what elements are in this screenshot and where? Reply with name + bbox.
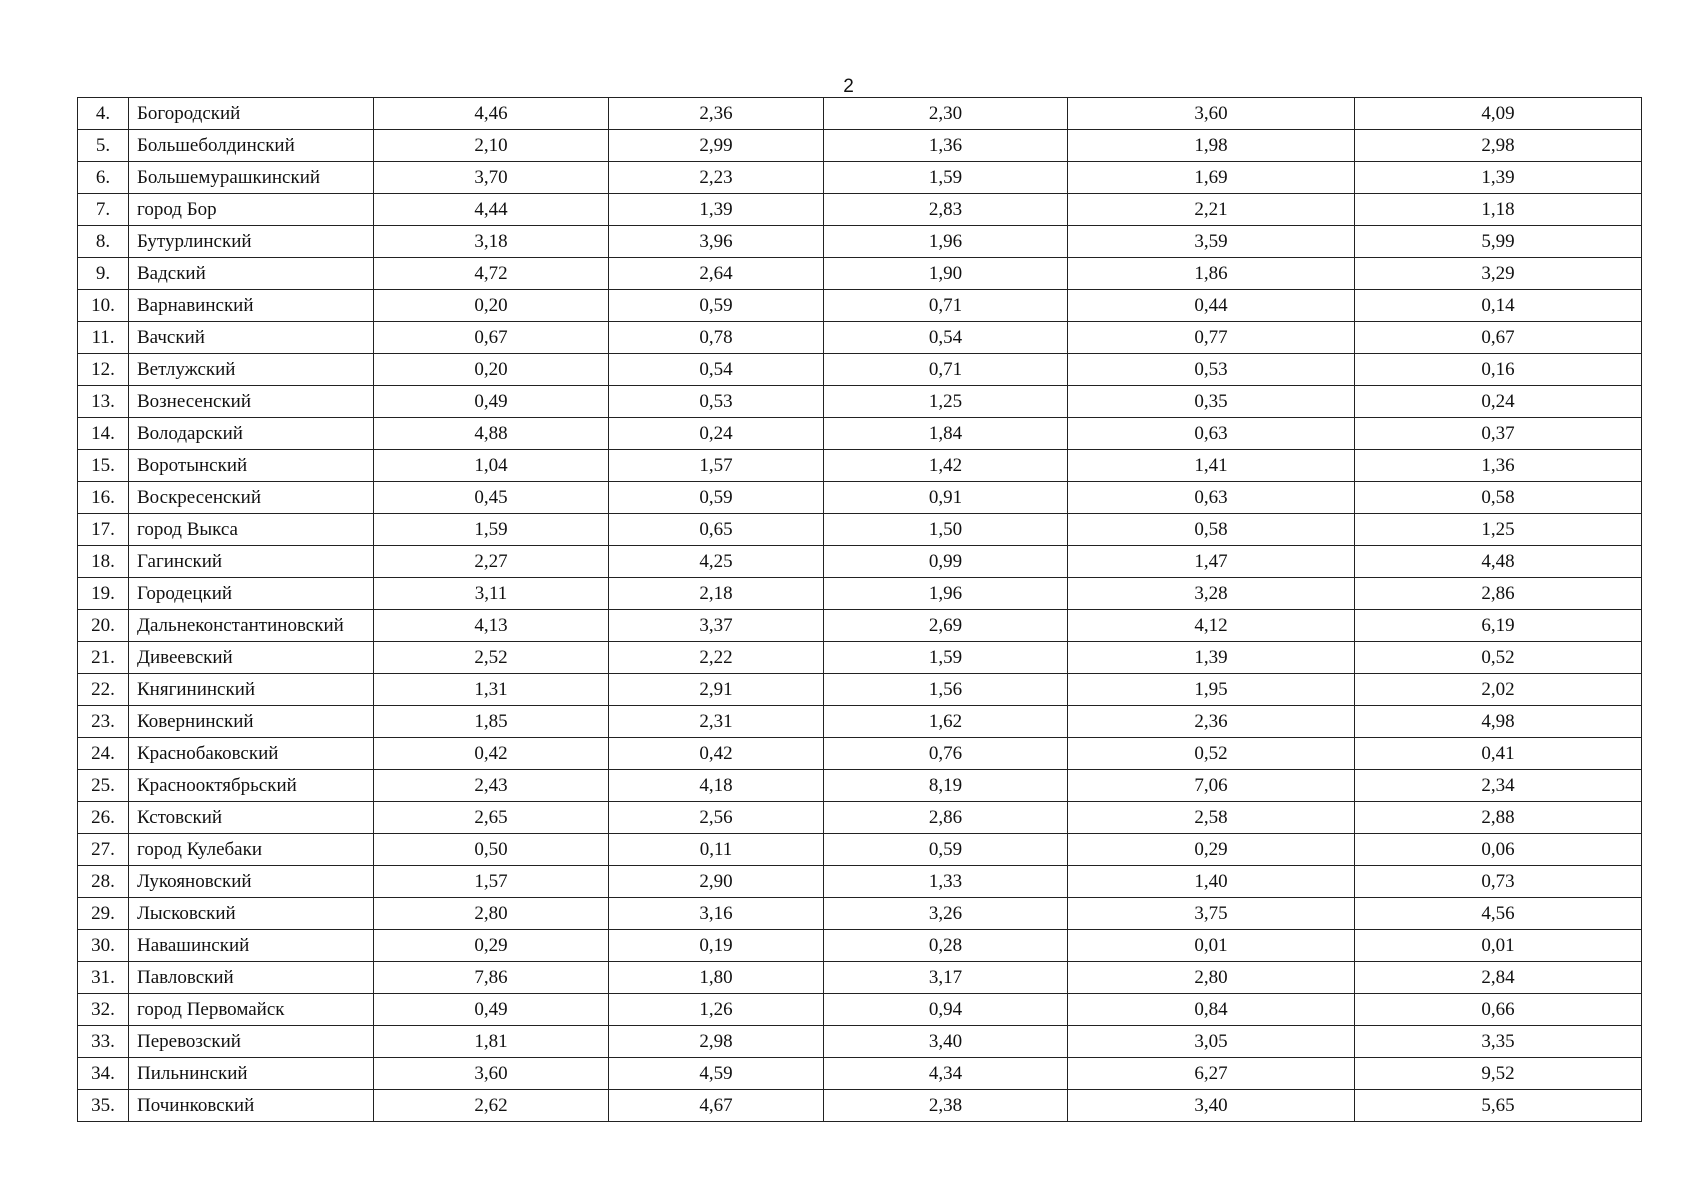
table-row (78, 98, 1642, 130)
row-number: 25. (78, 770, 129, 802)
value-cell-2: 3,96 (609, 226, 824, 258)
district-name: Павловский (129, 962, 374, 994)
row-number: 15. (78, 450, 129, 482)
value-cell-5: 4,56 (1355, 898, 1642, 930)
value-cell-3: 1,33 (824, 866, 1068, 898)
value-cell-4: 0,35 (1068, 386, 1355, 418)
value-cell-4: 3,05 (1068, 1026, 1355, 1058)
table-row (78, 322, 1642, 354)
district-name: Краснооктябрьский (129, 770, 374, 802)
value-cell-2: 4,25 (609, 546, 824, 578)
row-number: 21. (78, 642, 129, 674)
value-cell-2: 1,57 (609, 450, 824, 482)
value-cell-2: 2,91 (609, 674, 824, 706)
value-cell-3: 2,30 (824, 98, 1068, 130)
value-cell-5: 5,99 (1355, 226, 1642, 258)
district-name: Большеболдинский (129, 130, 374, 162)
value-cell-1: 1,81 (374, 1026, 609, 1058)
value-cell-3: 0,59 (824, 834, 1068, 866)
value-cell-1: 1,85 (374, 706, 609, 738)
table-row (78, 418, 1642, 450)
row-number: 32. (78, 994, 129, 1026)
value-cell-5: 0,67 (1355, 322, 1642, 354)
value-cell-1: 3,70 (374, 162, 609, 194)
value-cell-4: 2,36 (1068, 706, 1355, 738)
value-cell-5: 0,41 (1355, 738, 1642, 770)
row-number: 9. (78, 258, 129, 290)
value-cell-1: 1,59 (374, 514, 609, 546)
value-cell-3: 1,90 (824, 258, 1068, 290)
table-row (78, 130, 1642, 162)
value-cell-3: 0,94 (824, 994, 1068, 1026)
value-cell-3: 3,26 (824, 898, 1068, 930)
row-number: 24. (78, 738, 129, 770)
value-cell-5: 4,09 (1355, 98, 1642, 130)
district-name: Краснобаковский (129, 738, 374, 770)
row-number: 4. (78, 98, 129, 130)
value-cell-5: 4,48 (1355, 546, 1642, 578)
value-cell-5: 0,01 (1355, 930, 1642, 962)
row-number: 7. (78, 194, 129, 226)
district-name: Лысковский (129, 898, 374, 930)
value-cell-3: 0,91 (824, 482, 1068, 514)
value-cell-1: 3,11 (374, 578, 609, 610)
row-number: 16. (78, 482, 129, 514)
value-cell-5: 2,86 (1355, 578, 1642, 610)
table-row (78, 898, 1642, 930)
value-cell-1: 1,04 (374, 450, 609, 482)
row-number: 34. (78, 1058, 129, 1090)
value-cell-1: 0,49 (374, 994, 609, 1026)
value-cell-3: 1,25 (824, 386, 1068, 418)
value-cell-2: 4,18 (609, 770, 824, 802)
value-cell-5: 2,02 (1355, 674, 1642, 706)
value-cell-5: 4,98 (1355, 706, 1642, 738)
value-cell-2: 0,54 (609, 354, 824, 386)
value-cell-2: 0,19 (609, 930, 824, 962)
value-cell-1: 4,72 (374, 258, 609, 290)
row-number: 11. (78, 322, 129, 354)
table-row (78, 482, 1642, 514)
value-cell-4: 1,41 (1068, 450, 1355, 482)
district-name: Навашинский (129, 930, 374, 962)
value-cell-4: 0,63 (1068, 418, 1355, 450)
value-cell-2: 2,98 (609, 1026, 824, 1058)
value-cell-1: 0,45 (374, 482, 609, 514)
value-cell-5: 6,19 (1355, 610, 1642, 642)
value-cell-3: 1,42 (824, 450, 1068, 482)
value-cell-1: 1,57 (374, 866, 609, 898)
value-cell-1: 2,62 (374, 1090, 609, 1122)
value-cell-2: 2,90 (609, 866, 824, 898)
district-name: город Первомайск (129, 994, 374, 1026)
value-cell-1: 3,60 (374, 1058, 609, 1090)
value-cell-5: 0,16 (1355, 354, 1642, 386)
district-name: Пильнинский (129, 1058, 374, 1090)
table-row (78, 674, 1642, 706)
district-name: Починковский (129, 1090, 374, 1122)
value-cell-5: 0,06 (1355, 834, 1642, 866)
value-cell-4: 2,80 (1068, 962, 1355, 994)
value-cell-2: 1,39 (609, 194, 824, 226)
value-cell-1: 2,27 (374, 546, 609, 578)
value-cell-2: 4,59 (609, 1058, 824, 1090)
value-cell-2: 2,99 (609, 130, 824, 162)
value-cell-3: 0,99 (824, 546, 1068, 578)
value-cell-2: 2,64 (609, 258, 824, 290)
value-cell-4: 1,69 (1068, 162, 1355, 194)
district-name: город Бор (129, 194, 374, 226)
value-cell-5: 1,25 (1355, 514, 1642, 546)
row-number: 5. (78, 130, 129, 162)
value-cell-1: 2,52 (374, 642, 609, 674)
table-row (78, 578, 1642, 610)
data-table (77, 97, 1642, 1122)
district-name: Вознесенский (129, 386, 374, 418)
row-number: 26. (78, 802, 129, 834)
table-row (78, 994, 1642, 1026)
table-row (78, 450, 1642, 482)
row-number: 6. (78, 162, 129, 194)
value-cell-4: 0,44 (1068, 290, 1355, 322)
value-cell-2: 0,78 (609, 322, 824, 354)
value-cell-1: 0,29 (374, 930, 609, 962)
value-cell-4: 0,53 (1068, 354, 1355, 386)
value-cell-5: 9,52 (1355, 1058, 1642, 1090)
value-cell-3: 2,38 (824, 1090, 1068, 1122)
table-row (78, 802, 1642, 834)
value-cell-2: 0,59 (609, 290, 824, 322)
value-cell-2: 2,22 (609, 642, 824, 674)
value-cell-1: 4,46 (374, 98, 609, 130)
value-cell-2: 1,80 (609, 962, 824, 994)
value-cell-2: 4,67 (609, 1090, 824, 1122)
value-cell-3: 0,71 (824, 354, 1068, 386)
value-cell-3: 1,84 (824, 418, 1068, 450)
value-cell-3: 3,17 (824, 962, 1068, 994)
value-cell-4: 0,63 (1068, 482, 1355, 514)
row-number: 29. (78, 898, 129, 930)
value-cell-4: 0,77 (1068, 322, 1355, 354)
value-cell-3: 2,86 (824, 802, 1068, 834)
value-cell-3: 1,59 (824, 162, 1068, 194)
value-cell-4: 0,52 (1068, 738, 1355, 770)
value-cell-1: 0,20 (374, 354, 609, 386)
value-cell-4: 1,40 (1068, 866, 1355, 898)
value-cell-1: 3,18 (374, 226, 609, 258)
value-cell-1: 4,88 (374, 418, 609, 450)
value-cell-4: 3,75 (1068, 898, 1355, 930)
district-name: Дивеевский (129, 642, 374, 674)
value-cell-3: 1,96 (824, 226, 1068, 258)
value-cell-1: 0,20 (374, 290, 609, 322)
value-cell-3: 8,19 (824, 770, 1068, 802)
value-cell-3: 0,28 (824, 930, 1068, 962)
district-name: Перевозский (129, 1026, 374, 1058)
district-name: Варнавинский (129, 290, 374, 322)
table-row (78, 930, 1642, 962)
table-row (78, 162, 1642, 194)
value-cell-3: 4,34 (824, 1058, 1068, 1090)
value-cell-3: 2,83 (824, 194, 1068, 226)
value-cell-2: 3,37 (609, 610, 824, 642)
district-name: Богородский (129, 98, 374, 130)
district-name: Гагинский (129, 546, 374, 578)
value-cell-3: 1,62 (824, 706, 1068, 738)
value-cell-4: 0,84 (1068, 994, 1355, 1026)
value-cell-3: 1,59 (824, 642, 1068, 674)
district-name: Бутурлинский (129, 226, 374, 258)
district-name: Вадский (129, 258, 374, 290)
value-cell-2: 2,23 (609, 162, 824, 194)
table-row (78, 1058, 1642, 1090)
row-number: 18. (78, 546, 129, 578)
row-number: 8. (78, 226, 129, 258)
table-row (78, 610, 1642, 642)
value-cell-5: 2,98 (1355, 130, 1642, 162)
value-cell-4: 7,06 (1068, 770, 1355, 802)
value-cell-4: 1,47 (1068, 546, 1355, 578)
value-cell-2: 2,56 (609, 802, 824, 834)
district-name: Лукояновский (129, 866, 374, 898)
table-row (78, 258, 1642, 290)
table-row (78, 226, 1642, 258)
district-name: город Кулебаки (129, 834, 374, 866)
table-row (78, 546, 1642, 578)
value-cell-4: 2,21 (1068, 194, 1355, 226)
table-row (78, 866, 1642, 898)
value-cell-3: 3,40 (824, 1026, 1068, 1058)
value-cell-3: 0,54 (824, 322, 1068, 354)
value-cell-5: 0,52 (1355, 642, 1642, 674)
row-number: 22. (78, 674, 129, 706)
value-cell-4: 2,58 (1068, 802, 1355, 834)
value-cell-3: 0,76 (824, 738, 1068, 770)
value-cell-4: 0,58 (1068, 514, 1355, 546)
value-cell-1: 0,67 (374, 322, 609, 354)
table-row (78, 514, 1642, 546)
value-cell-2: 3,16 (609, 898, 824, 930)
row-number: 27. (78, 834, 129, 866)
row-number: 33. (78, 1026, 129, 1058)
value-cell-5: 0,73 (1355, 866, 1642, 898)
value-cell-5: 0,14 (1355, 290, 1642, 322)
value-cell-5: 3,29 (1355, 258, 1642, 290)
value-cell-2: 2,18 (609, 578, 824, 610)
value-cell-1: 2,10 (374, 130, 609, 162)
value-cell-4: 1,95 (1068, 674, 1355, 706)
value-cell-4: 1,39 (1068, 642, 1355, 674)
value-cell-4: 0,29 (1068, 834, 1355, 866)
district-name: Ковернинский (129, 706, 374, 738)
value-cell-5: 1,39 (1355, 162, 1642, 194)
value-cell-5: 2,84 (1355, 962, 1642, 994)
value-cell-4: 0,01 (1068, 930, 1355, 962)
value-cell-1: 0,50 (374, 834, 609, 866)
value-cell-1: 2,65 (374, 802, 609, 834)
row-number: 13. (78, 386, 129, 418)
value-cell-4: 3,60 (1068, 98, 1355, 130)
row-number: 30. (78, 930, 129, 962)
value-cell-4: 3,28 (1068, 578, 1355, 610)
table-row (78, 642, 1642, 674)
value-cell-1: 0,42 (374, 738, 609, 770)
value-cell-1: 2,43 (374, 770, 609, 802)
value-cell-5: 3,35 (1355, 1026, 1642, 1058)
district-name: Большемурашкинский (129, 162, 374, 194)
table-row (78, 354, 1642, 386)
value-cell-4: 4,12 (1068, 610, 1355, 642)
row-number: 17. (78, 514, 129, 546)
table-row (78, 738, 1642, 770)
value-cell-5: 5,65 (1355, 1090, 1642, 1122)
value-cell-3: 1,56 (824, 674, 1068, 706)
value-cell-3: 1,96 (824, 578, 1068, 610)
value-cell-4: 3,40 (1068, 1090, 1355, 1122)
district-name: Воротынский (129, 450, 374, 482)
value-cell-5: 0,37 (1355, 418, 1642, 450)
value-cell-2: 0,53 (609, 386, 824, 418)
value-cell-1: 4,13 (374, 610, 609, 642)
value-cell-1: 4,44 (374, 194, 609, 226)
value-cell-3: 1,36 (824, 130, 1068, 162)
table-row (78, 706, 1642, 738)
row-number: 12. (78, 354, 129, 386)
district-name: город Выкса (129, 514, 374, 546)
table-row (78, 834, 1642, 866)
value-cell-5: 0,24 (1355, 386, 1642, 418)
row-number: 31. (78, 962, 129, 994)
district-name: Кстовский (129, 802, 374, 834)
value-cell-5: 2,34 (1355, 770, 1642, 802)
row-number: 10. (78, 290, 129, 322)
row-number: 35. (78, 1090, 129, 1122)
value-cell-4: 1,86 (1068, 258, 1355, 290)
value-cell-2: 0,59 (609, 482, 824, 514)
value-cell-2: 0,65 (609, 514, 824, 546)
value-cell-2: 0,11 (609, 834, 824, 866)
value-cell-4: 1,98 (1068, 130, 1355, 162)
row-number: 14. (78, 418, 129, 450)
value-cell-5: 2,88 (1355, 802, 1642, 834)
value-cell-1: 1,31 (374, 674, 609, 706)
table-body (78, 98, 1642, 1122)
table-row (78, 962, 1642, 994)
value-cell-3: 1,50 (824, 514, 1068, 546)
district-name: Дальнеконстантиновский (129, 610, 374, 642)
value-cell-3: 0,71 (824, 290, 1068, 322)
table-row (78, 770, 1642, 802)
district-name: Воскресенский (129, 482, 374, 514)
value-cell-5: 1,36 (1355, 450, 1642, 482)
value-cell-2: 1,26 (609, 994, 824, 1026)
value-cell-1: 2,80 (374, 898, 609, 930)
table-row (78, 1026, 1642, 1058)
district-name: Княгининский (129, 674, 374, 706)
value-cell-2: 0,42 (609, 738, 824, 770)
value-cell-1: 0,49 (374, 386, 609, 418)
value-cell-1: 7,86 (374, 962, 609, 994)
value-cell-2: 0,24 (609, 418, 824, 450)
district-name: Вачский (129, 322, 374, 354)
row-number: 23. (78, 706, 129, 738)
row-number: 20. (78, 610, 129, 642)
table-row (78, 386, 1642, 418)
page-number: 2 (843, 76, 854, 97)
table-row (78, 1090, 1642, 1122)
table-row (78, 290, 1642, 322)
district-name: Городецкий (129, 578, 374, 610)
value-cell-5: 0,58 (1355, 482, 1642, 514)
value-cell-2: 2,36 (609, 98, 824, 130)
value-cell-4: 6,27 (1068, 1058, 1355, 1090)
row-number: 19. (78, 578, 129, 610)
value-cell-4: 3,59 (1068, 226, 1355, 258)
table-row (78, 194, 1642, 226)
district-name: Ветлужский (129, 354, 374, 386)
value-cell-2: 2,31 (609, 706, 824, 738)
district-name: Володарский (129, 418, 374, 450)
row-number: 28. (78, 866, 129, 898)
value-cell-5: 0,66 (1355, 994, 1642, 1026)
value-cell-3: 2,69 (824, 610, 1068, 642)
value-cell-5: 1,18 (1355, 194, 1642, 226)
